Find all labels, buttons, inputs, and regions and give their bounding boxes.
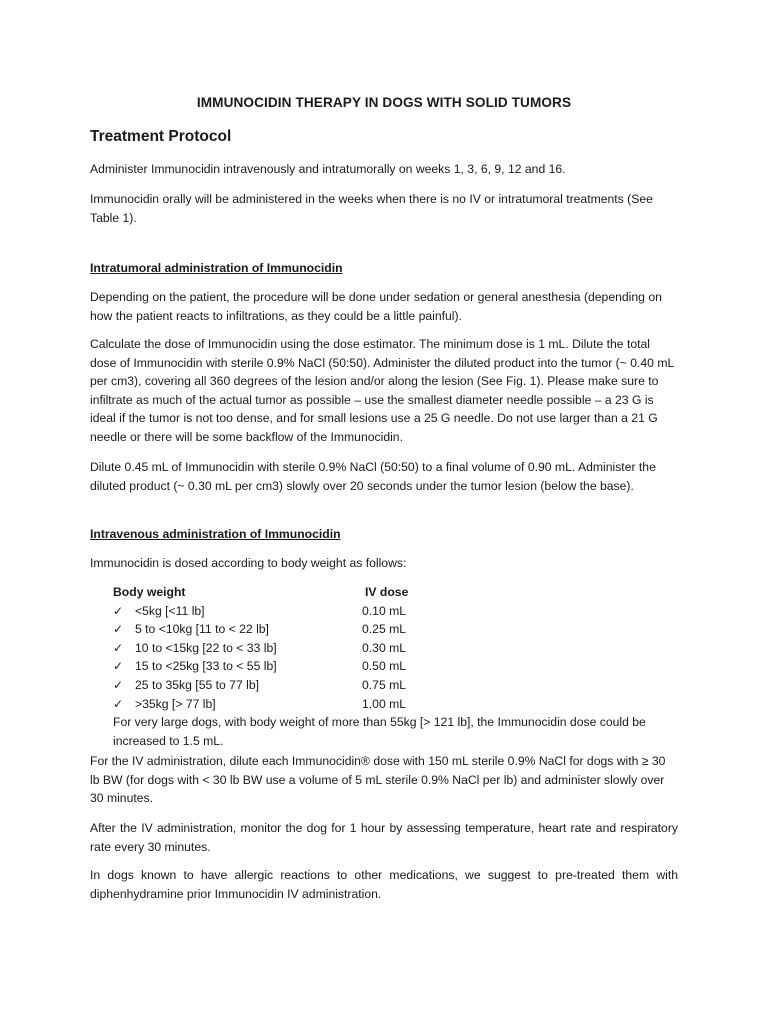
checkmark-icon: ✓ [113,622,124,637]
checkmark-icon: ✓ [113,659,124,674]
monitor-paragraph: After the IV administration, monitor the dog for 1 hour by assessing temperature, heart rate and respiratory rate every 30 minutes. [90,821,678,854]
row-weight: 5 to <10kg [11 to < 22 lb] [135,622,269,637]
checkmark-icon: ✓ [113,603,124,618]
row-weight: 10 to <15kg [22 to < 33 lb] [135,640,277,655]
intravenous-intro: Immunocidin is dosed according to body weight as follows: [90,556,407,570]
row-dose: 0.50 mL [362,659,407,674]
row-weight: 15 to <25kg [33 to < 55 lb] [135,659,277,674]
dose-table-row [113,676,573,695]
allergy-paragraph: In dogs known to have allergic reactions to other medications, we suggest to pre-treated them with diphenhydramine prior Immunocidin IV administration. [90,868,678,901]
dose-table-row [113,695,573,714]
row-weight: 25 to 35kg [55 to 77 lb] [135,677,259,692]
row-weight: >35kg [> 77 lb] [135,696,216,711]
col-body-weight: Body weight [113,585,186,599]
dilution-paragraph: For the IV administration, dilute each Immunocidin® dose with 150 mL sterile 0.9% NaCl for dogs with ≥ 30 lb BW (for dogs with < 30 lb BW use a volume of 5 mL sterile 0.9% NaCl per lb) and administer slowly over 30 minutes. [90,754,666,806]
row-dose: 0.25 mL [362,622,407,637]
dose-table-header [113,583,573,602]
paragraph-oral: Immunocidin orally will be administered in the weeks when there is no IV or intratumoral treatments (See Table 1). [90,192,653,225]
row-weight: <5kg [<11 lb] [135,603,205,618]
dose-table-row [113,620,573,639]
large-dog-note: For very large dogs, with body weight of more than 55kg [> 121 lb], the Immunocidin dose could be increased to 1.5 mL. [113,715,646,748]
paragraph-schedule: Administer Immunocidin intravenously and intratumorally on weeks 1, 3, 6, 9, 12 and 16. [90,162,566,176]
checkmark-icon: ✓ [113,677,124,692]
section-heading: Treatment Protocol [90,128,232,145]
col-iv-dose: IV dose [365,585,409,599]
intravenous-heading: Intravenous administration of Immunocidin [90,527,341,541]
checkmark-icon: ✓ [113,640,124,655]
intratumoral-heading: Intratumoral administration of Immunocidin [90,261,343,275]
dose-table-row [113,657,573,676]
dose-table-row [113,602,573,621]
row-dose: 0.30 mL [362,640,407,655]
row-dose: 0.10 mL [362,603,407,618]
row-dose: 1.00 mL [362,696,407,711]
checkmark-icon: ✓ [113,696,124,711]
row-dose: 0.75 mL [362,677,407,692]
dose-table-row [113,639,573,658]
document-title: IMMUNOCIDIN THERAPY IN DOGS WITH SOLID TUMORS [196,95,572,110]
dose-table [113,583,573,713]
intratumoral-paragraph-dose: Calculate the dose of Immunocidin using the dose estimator. The minimum dose is 1 mL. Dilute the total dose of Immunocidin with sterile 0.9% NaCl (50:50). Administer the diluted product into the tumor (~ 0.40 mL per cm3), covering all 360 degrees of the lesion and/or along the lesion (See Fig. 1). Please make sure to infiltrate as much of the actual tumor as possible – use the smallest diameter needle possible – a 23 G is ideal if the tumor is not too dense, and for small lesions use a 25 G needle. Do not use larger than a 21 G needle or there will be some backflow of the Immunocidin. [90,337,674,444]
intratumoral-paragraph-sedation: Depending on the patient, the procedure will be done under sedation or general anesthesia (depending on how the patient reacts to infiltrations, as they could be a little painful). [90,290,662,323]
intratumoral-paragraph-dilute: Dilute 0.45 mL of Immunocidin with sterile 0.9% NaCl (50:50) to a final volume of 0.90 mL. Administer the diluted product (~ 0.30 mL per cm3) slowly over 20 seconds under the tumor lesion (below the base). [90,460,656,493]
